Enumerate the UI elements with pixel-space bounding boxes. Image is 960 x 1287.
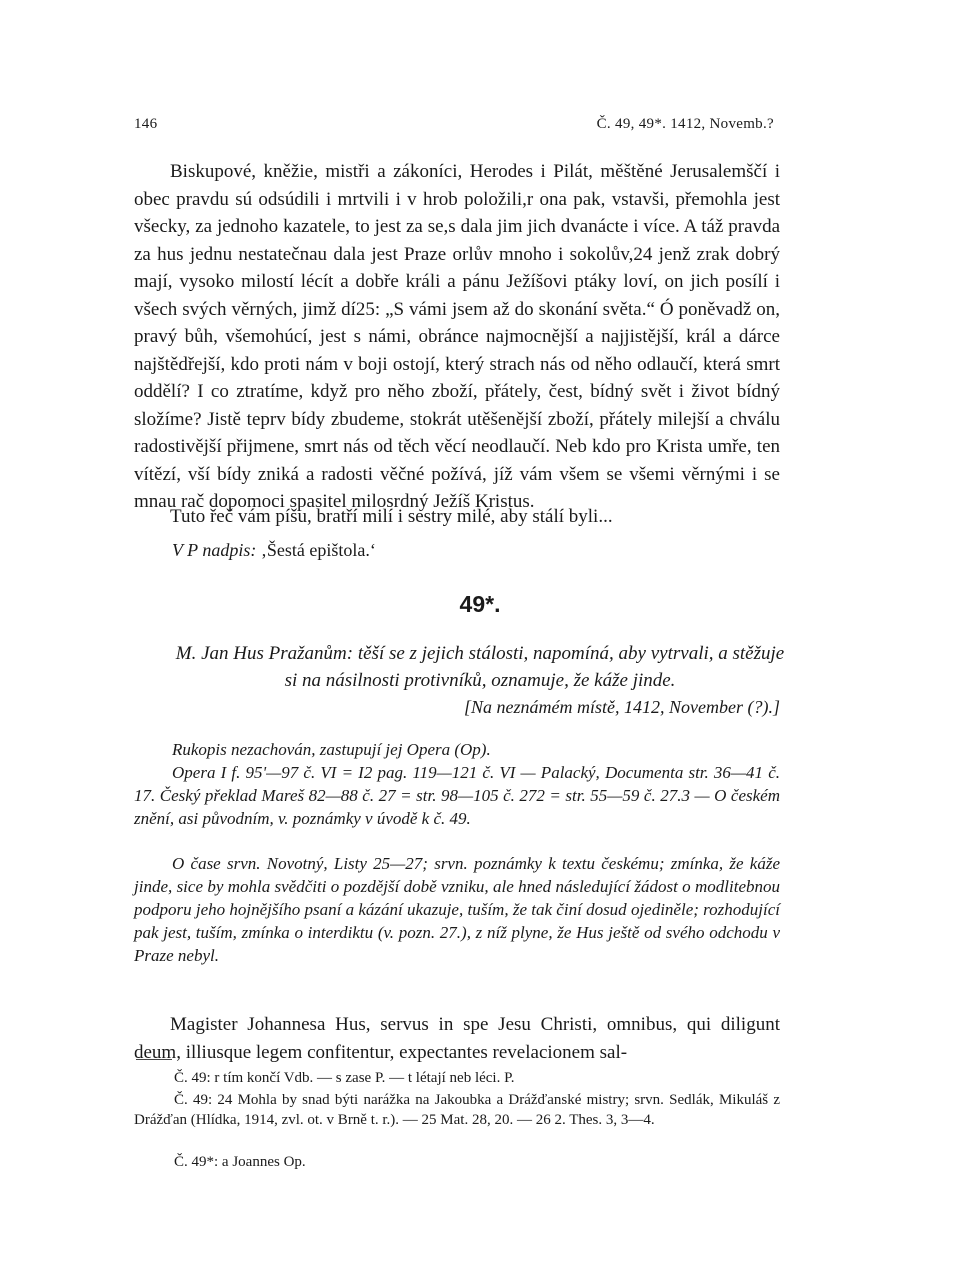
apparatus-text: O čase srvn. Novotný, Listy 25—27; srvn. poznámky k textu českému; zmínka, že káže jinde, sice by mohla svědčiti o pozdější době vzniku, ale hned následující žádost o modlitebnou podporu jeho hojnějšího psaní a kázání ukazuje, tuším, že tak činí dosud ojediněle; rozhodující pak jest, tuším, zmínka o interdiktu (v. pozn. 27.), z níž plyne, že Hus ještě od svého odchodu v Praze nebyl. <box>134 854 780 965</box>
apparatus-text: Rukopis nezachován, zastupují jej Opera (Op). <box>172 740 491 759</box>
note-text: ‚Šestá epištola.‘ <box>256 540 376 560</box>
title-note <box>172 540 376 561</box>
footnote-text: Č. 49: r tím končí Vdb. — s zase P. — t létají neb léci. P. <box>174 1070 515 1086</box>
apparatus-text: Opera I f. 95'—97 č. VI = I2 pag. 119—121 č. VI — Palacký, Documenta str. 36—41 č. 17. Český překlad Mareš 82—88 č. 27 = str. 98—105 č. 272 = str. 55—59 č. 27.3 — O českém znění, asi původním, v. poznámky v úvodě k č. 49. <box>134 763 780 828</box>
footnote-latin-variant <box>134 1152 780 1172</box>
page-number: 146 <box>134 116 158 132</box>
latin-opening-paragraph <box>134 1011 780 1066</box>
letter-main-paragraph <box>134 158 780 516</box>
footnote-text: Č. 49*: a Joannes Op. <box>174 1154 306 1170</box>
footnote-divider <box>136 1059 172 1060</box>
letter-closing-paragraph <box>134 503 780 531</box>
document-number: 49*. <box>459 591 501 617</box>
footnote-text: Č. 49: 24 Mohla by snad býti narážka na Jakoubka a Drážďanské mistry; srvn. Sedlák, Mikuláš z Drážďan (Hlídka, 1914, zvl. ot. v Brně t. r.). — 25 Mat. 28, 20. — 26 2. Thes. 3, 3—4. <box>134 1092 780 1128</box>
paragraph-text: Magister Johannesa Hus, servus in spe Jesu Christi, omnibus, qui diligunt deum, illiusque legem confitentur, expectantes revelacionem sal- <box>134 1014 780 1063</box>
footnote-commentary <box>134 1090 780 1130</box>
apparatus-dating <box>134 852 780 967</box>
footnote-variants <box>134 1068 780 1088</box>
note-prefix: V P nadpis: <box>172 540 257 560</box>
page-header <box>134 116 774 138</box>
paragraph-text: Tuto řeč vám píšu, bratří milí i sestry milé, aby stálí byli... <box>170 506 613 527</box>
apparatus-manuscript <box>134 738 780 761</box>
document-title: M. Jan Hus Pražanům: těší se z jejich stálosti, napomíná, aby vytrvali, a stěžuje si na násilnosti protivníků, oznamuje, že káže jinde. <box>175 643 785 691</box>
paragraph-text: Biskupové, kněžie, mistři a zákoníci, Herodes i Pilát, měštěné Jerusalemščí i obec pravdu sú odsúdili i mrtvili i v hrob položili,r ona pak, vstavši, přemohla jest všecky, za jednoho kazatele, to jest za se,s dala jim jich dvanácte i více. A táž pravda za hus jednu nestatečnau dala jest Praze orlův mnoho i sokolův,24 jenž zrak dobrý mají, vysoko milostí lécít a dobře králi a pánu Ježíšovi ptáky loví, on jich posílí i všech svých věrných, jimž dí25: „S vámi jsem až do skonání světa.“ Ó poněvadž on, pravý bůh, všemohúcí, jest s námi, obránce najmocnější a najjistější, král a dárce najštědřejší, kdo proti nám v boji ostojí, který strach nás od něho odlaučí, která smrt oddělí? I co ztratíme, když pro něho zboží, přátely, čest, bídný svět i život bídný složíme? Jistě teprv bídy zbudeme, stokrát utěšenější zboží, přátely milejší a chválu radostivější přijmene, smrt nás od těch věcí neodlaučí. Neb kdo pro Krista umře, ten vítězí, vší bídy zniká a radosti věčné požívá, jíž vám všem se všemi věrnými i se mnau rač dopomoci spasitel milosrdný Ježíš Kristus. <box>134 161 780 512</box>
apparatus-editions <box>134 761 780 830</box>
running-head: Č. 49, 49*. 1412, Novemb.? <box>596 116 774 132</box>
document-place-date: [Na neznámém místě, 1412, November (?).] <box>464 697 780 717</box>
